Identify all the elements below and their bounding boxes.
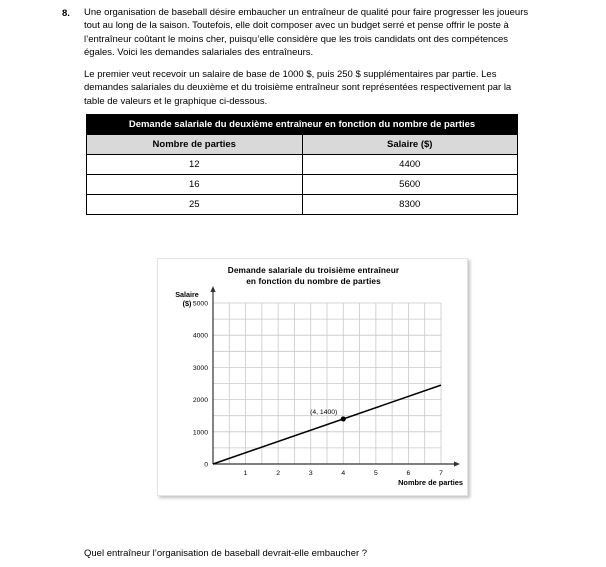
x-tick-label: 2: [276, 470, 281, 477]
y-axis-label-line-1: Salaire: [175, 290, 199, 299]
question-paragraph-1: Une organisation de baseball désire embaucher un entraîneur de qualité pour faire progresser les joueurs tout au long de la saison. Toutefois, elle doit composer avec un budget serré et pense offrir le poste à l’entraîneur coûtant le moins cher, puisqu’elle considère que les trois candidats ont des compétences égales. Voici les demandes salariales des entraîneurs.: [84, 7, 529, 58]
y-axis-arrow-icon: [210, 286, 215, 292]
x-axis-label: Nombre de parties: [398, 478, 463, 487]
y-axis-label-line-2: ($): [182, 299, 192, 308]
y-tick-label: 5000: [192, 300, 208, 308]
chart-title-line-1: Demande salariale du troisième entraîneur: [227, 265, 400, 275]
table-title: Demande salariale du deuxième entraîneur en fonction du nombre de parties: [87, 115, 518, 135]
y-tick-label: 1000: [192, 429, 208, 437]
y-tick-label: 3000: [192, 364, 208, 372]
x-tick-label: 1: [243, 470, 248, 477]
chart-plot: [158, 259, 469, 497]
question-body: [84, 6, 534, 117]
table-header-salaire: Salaire ($): [302, 135, 518, 155]
data-point-label: (4, 1400): [310, 408, 338, 416]
x-axis-arrow-icon: [454, 461, 460, 466]
y-tick-label: 0: [204, 461, 208, 469]
question-paragraph-2: Le premier veut recevoir un salaire de base de 1000 $, puis 250 $ supplémentaires par partie. Les demandes salariales du deuxième et du troisième entraîneur sont représentées respectivement par la table de valeurs et le graphique ci-dessous.: [84, 69, 512, 107]
data-point-marker: [341, 416, 346, 421]
table-cell-salaire: 5600: [302, 175, 518, 195]
table-title-row: [87, 115, 518, 135]
table-cell-salaire: 4400: [302, 155, 518, 175]
question-number: 8.: [62, 8, 70, 19]
x-tick-label: 7: [439, 470, 443, 477]
x-tick-label: 4: [341, 470, 346, 477]
table-header-nombre-de-parties: Nombre de parties: [87, 135, 303, 155]
table-row: [87, 175, 518, 195]
y-tick-label: 4000: [192, 332, 208, 340]
chart-card: [157, 258, 468, 496]
table-cell-parties: 16: [87, 175, 303, 195]
table-cell-parties: 25: [87, 195, 303, 215]
table-cell-salaire: 8300: [302, 195, 518, 215]
table-header-row: [87, 135, 518, 155]
values-table: [86, 114, 518, 215]
table-cell-parties: 12: [87, 155, 303, 175]
closing-question: Quel entraîneur l’organisation de baseball devrait-elle embaucher ?: [84, 548, 368, 559]
chart-title-line-2: en fonction du nombre de parties: [246, 276, 381, 286]
y-tick-label: 2000: [192, 397, 208, 405]
values-table-container: [86, 114, 518, 215]
table-row: [87, 195, 518, 215]
table-row: [87, 155, 518, 175]
x-tick-label: 5: [373, 470, 378, 477]
x-tick-label: 6: [406, 470, 411, 477]
x-tick-label: 3: [308, 470, 313, 477]
